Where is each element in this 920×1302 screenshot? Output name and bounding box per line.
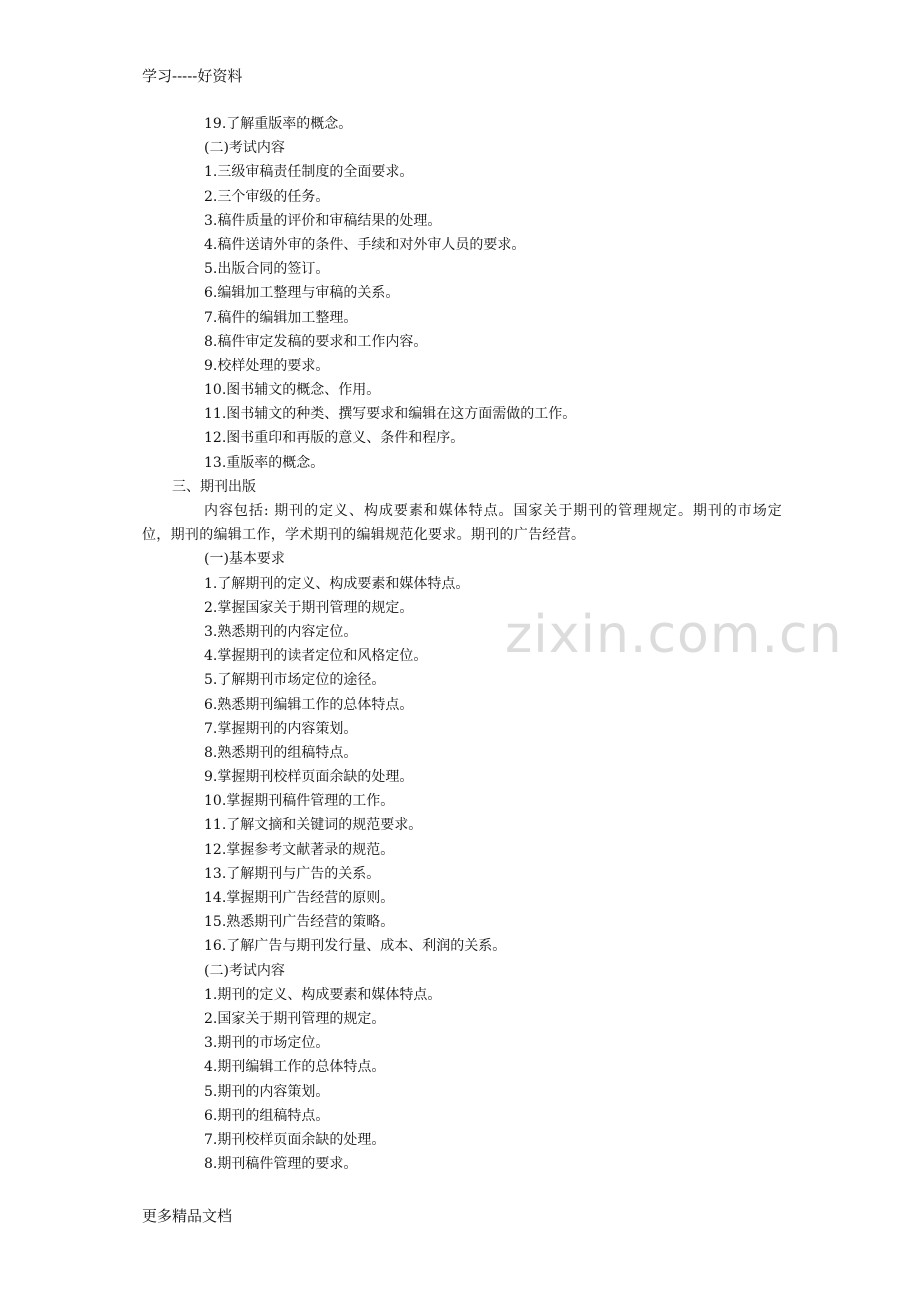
- list-item: 1.了解期刊的定义、构成要素和媒体特点。: [204, 575, 470, 592]
- list-item: 5.了解期刊市场定位的途径。: [204, 672, 386, 689]
- watermark: zixin.com.cn: [505, 605, 843, 665]
- page-header: 学习-----好资料: [142, 67, 243, 85]
- list-item: 2.国家关于期刊管理的规定。: [204, 1010, 386, 1027]
- list-item: 8.期刊稿件管理的要求。: [204, 1156, 358, 1173]
- section-heading: 三、期刊出版: [172, 478, 256, 495]
- list-item: 15.熟悉期刊广告经营的策略。: [204, 914, 395, 931]
- list-item: 9.校样处理的要求。: [204, 357, 330, 374]
- list-after-section: [142, 547, 782, 1176]
- list-item: 3.稿件质量的评价和审稿结果的处理。: [204, 212, 442, 229]
- list-item: 9.掌握期刊校样页面余缺的处理。: [204, 769, 414, 786]
- list-item: 14.掌握期刊广告经营的原则。: [204, 890, 395, 907]
- list-item: 11.了解文摘和关键词的规范要求。: [204, 817, 423, 834]
- list-item: 1.三级审稿责任制度的全面要求。: [204, 164, 414, 181]
- list-before-section: [142, 112, 782, 475]
- list-item: 7.掌握期刊的内容策划。: [204, 720, 358, 737]
- subsection-heading: (二)考试内容: [204, 140, 285, 157]
- subsection-heading: (一)基本要求: [204, 551, 285, 568]
- list-item: 6.熟悉期刊编辑工作的总体特点。: [204, 696, 414, 713]
- list-item: 2.三个审级的任务。: [204, 188, 330, 205]
- list-item: 13.了解期刊与广告的关系。: [204, 865, 381, 882]
- list-item: 5.期刊的内容策划。: [204, 1083, 330, 1100]
- list-item: 10.掌握期刊稿件管理的工作。: [204, 793, 395, 810]
- page-footer: 更多精品文档: [142, 1207, 233, 1225]
- subsection-heading: (二)考试内容: [204, 962, 285, 979]
- list-item: 12.图书重印和再版的意义、条件和程序。: [204, 430, 465, 447]
- list-item: 1.期刊的定义、构成要素和媒体特点。: [204, 986, 442, 1003]
- list-item: 7.稿件的编辑加工整理。: [204, 309, 358, 326]
- list-item: 13.重版率的概念。: [204, 454, 325, 471]
- list-item: 12.掌握参考文献著录的规范。: [204, 841, 395, 858]
- list-item: 4.稿件送请外审的条件、手续和对外审人员的要求。: [204, 236, 526, 253]
- list-item: 4.期刊编辑工作的总体特点。: [204, 1059, 386, 1076]
- list-item: 10.图书辅文的概念、作用。: [204, 382, 381, 399]
- list-item: 4.掌握期刊的读者定位和风格定位。: [204, 648, 428, 665]
- list-item: 3.熟悉期刊的内容定位。: [204, 623, 358, 640]
- section-intro-paragraph: 内容包括: 期刊的定义、构成要素和媒体特点。国家关于期刊的管理规定。期刊的市场定位，期刊的编辑工作，学术期刊的编辑规范化要求。期刊的广告经营。: [142, 503, 782, 544]
- list-item: 11.图书辅文的种类、撰写要求和编辑在这方面需做的工作。: [204, 406, 577, 423]
- document-body: [142, 112, 782, 1176]
- list-item: 2.掌握国家关于期刊管理的规定。: [204, 599, 414, 616]
- list-item: 8.熟悉期刊的组稿特点。: [204, 744, 358, 761]
- list-item: 19.了解重版率的概念。: [204, 116, 353, 132]
- list-item: 5.出版合同的签订。: [204, 261, 330, 278]
- list-item: 3.期刊的市场定位。: [204, 1035, 330, 1052]
- list-item: 8.稿件审定发稿的要求和工作内容。: [204, 333, 428, 350]
- list-item: 6.期刊的组稿特点。: [204, 1107, 330, 1124]
- list-item: 6.编辑加工整理与审稿的关系。: [204, 285, 400, 302]
- list-item: 7.期刊校样页面余缺的处理。: [204, 1131, 386, 1148]
- list-item: 16.了解广告与期刊发行量、成本、利润的关系。: [204, 938, 507, 955]
